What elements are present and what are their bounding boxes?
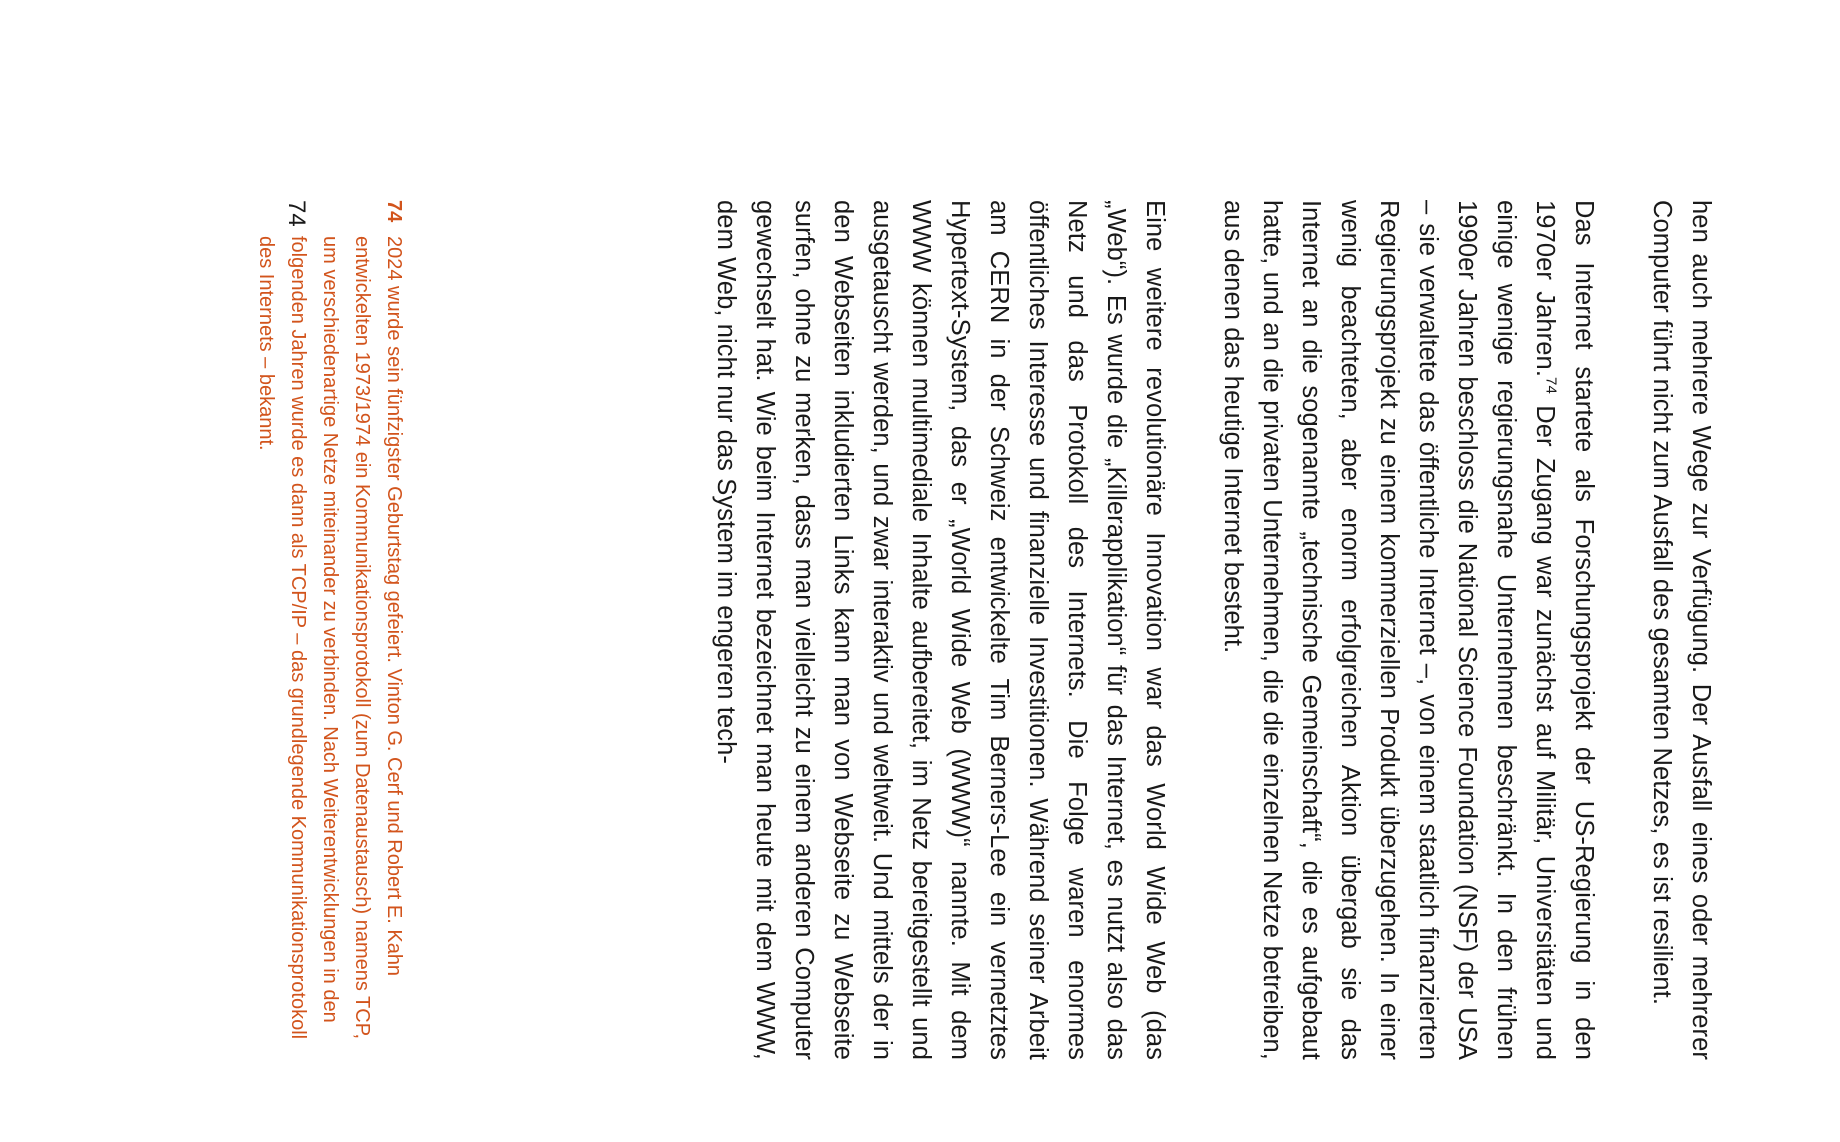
paragraph-2-text-before-ref: Das Internet startete als Forschungsprojekt der US-Regierung in den 1970er Jahren. [1531,200,1598,1060]
paragraph-2 [1213,200,1603,1060]
paragraph-1: hen auch mehrere Wege zur Verfügung. Der Ausfall eines oder mehrerer Computer führt nicht zum Ausfall des gesamten Netzes, es ist resilient. [1648,200,1715,1060]
page-number: 74 [283,200,310,227]
paragraph-3: Eine weitere revolutionäre Innovation war das World Wide Web (das „Web“). Es wurde die „Killerapplikation“ für das Internet, es nutzt also das Netz und das Protokoll des Internets. Die Folge waren enormes öffentliches Interesse und finanzielle Investitionen. Während seiner Arbeit am CERN in der Schweiz entwickelte Tim Berners-Lee ein vernetztes Hypertext-System, das er „World Wide Web (WWW)“ nannte. Mit dem WWW können multimediale Inhalte aufbereitet, im Netz bereitgestellt und ausgetauscht werden, und zwar interaktiv und weltweit. Und mittels der in den Webseiten inkludierten Links kann man von Webseite zu Webseite surfen, ohne zu merken, dass man vielleicht zu einem anderen Computer gewechselt hat. Wie beim Internet bezeichnet man heute mit dem WWW, dem Web, nicht nur das System im engeren tech- [712,200,1169,1060]
paragraph-2-text-after-ref: Der Zugang war zunächst auf Militär, Universitäten und einige wenige regierungsnahe Unternehmen beschränkt. In den frühen 1990er Jahren beschloss die National Science Foundation (NSF) der USA – sie verwaltete das öffentliche Internet –, von einem staatlich finanzierten Regierungsprojekt zu einem kommerziellen Produkt überzugehen. In einer wenig beachteten, aber enorm erfolgreichen Aktion übergab sie das Internet an die sogenannte „technische Gemeinschaft“, die es aufgebaut hatte, und an die privaten Unternehmen, die die einzelnen Netze betreiben, aus denen das heutige Internet besteht. [1219,200,1559,1060]
book-page [120,200,1720,1060]
footnote-reference: 74 [1542,377,1560,394]
body-text [667,200,1720,1060]
footnote-text: 2024 wurde sein fünfzigster Geburtstag gefeiert. Vinton G. Cerf und Robert E. Kahn entwickelten 1973/1974 ein Kommunikationsprotokoll (zum Datenaustausch) namens TCP, um verschiedenartige Netze miteinander zu verbinden. Nach Weiterentwicklungen in den folgenden Jahren wurde es dann als TCP/IP – das grundlegende Kommunikationsprotokoll des Internets – bekannt. [255,236,405,1040]
footnote-number: 74 [383,200,405,223]
footnote [250,200,410,1060]
